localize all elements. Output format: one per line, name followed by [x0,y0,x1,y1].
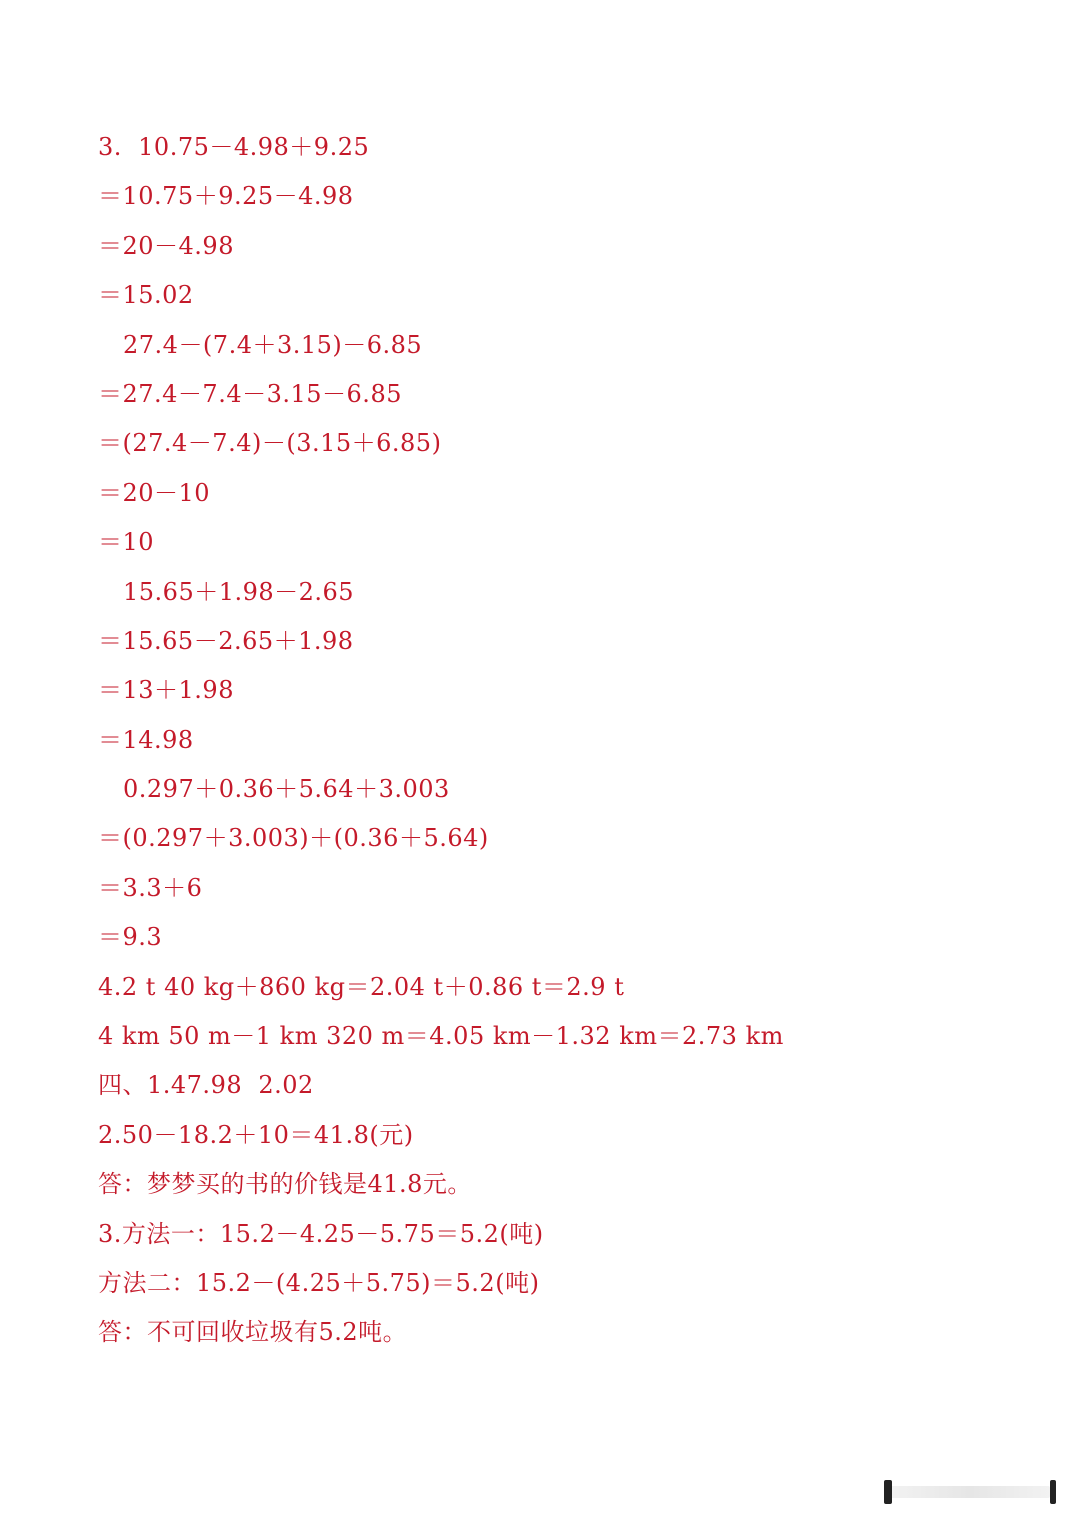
answer-line: ＝13＋1.98 [98,676,234,704]
answer-line: ＝14.98 [98,726,194,754]
answer-line: 3.方法一：15.2－4.25－5.75＝5.2(吨) [98,1220,544,1248]
answer-line: 2.50－18.2＋10＝41.8(元) [98,1121,414,1149]
scrollbar-left-cap[interactable] [884,1480,892,1504]
answer-line: 答：不可回收垃圾有5.2吨。 [98,1318,408,1346]
answer-line: 四、1.47.98 2.02 [98,1071,314,1099]
answer-line: 27.4－(7.4＋3.15)－6.85 [123,331,423,359]
answer-line: 15.65＋1.98－2.65 [123,578,355,606]
answer-line: 4 km 50 m－1 km 320 m＝4.05 km－1.32 km＝2.73 km [98,1022,784,1050]
answer-line: 方法二：15.2－(4.25＋5.75)＝5.2(吨) [98,1269,540,1297]
answer-line: ＝15.02 [98,281,194,309]
answer-line: 答：梦梦买的书的价钱是41.8元。 [98,1170,472,1198]
horizontal-scrollbar[interactable] [884,1479,1056,1505]
answer-line: ＝20－10 [98,479,211,507]
answer-line: 4.2 t 40 kg＋860 kg＝2.04 t＋0.86 t＝2.9 t [98,973,625,1001]
answer-line: ＝3.3＋6 [98,874,203,902]
answer-line: ＝27.4－7.4－3.15－6.85 [98,380,402,408]
answer-line: 0.297＋0.36＋5.64＋3.003 [123,775,450,803]
answer-line: ＝20－4.98 [98,232,234,260]
answer-line: ＝15.65－2.65＋1.98 [98,627,354,655]
answer-line: ＝10.75＋9.25－4.98 [98,182,354,210]
answer-line: ＝(27.4－7.4)－(3.15＋6.85) [98,429,442,457]
scrollbar-right-cap[interactable] [1050,1480,1056,1504]
answer-line: ＝10 [98,528,155,556]
answer-line: 3. 10.75－4.98＋9.25 [98,133,370,161]
scrollbar-track[interactable] [890,1486,1050,1498]
answer-line: ＝9.3 [98,923,163,951]
answer-line: ＝(0.297＋3.003)＋(0.36＋5.64) [98,824,489,852]
